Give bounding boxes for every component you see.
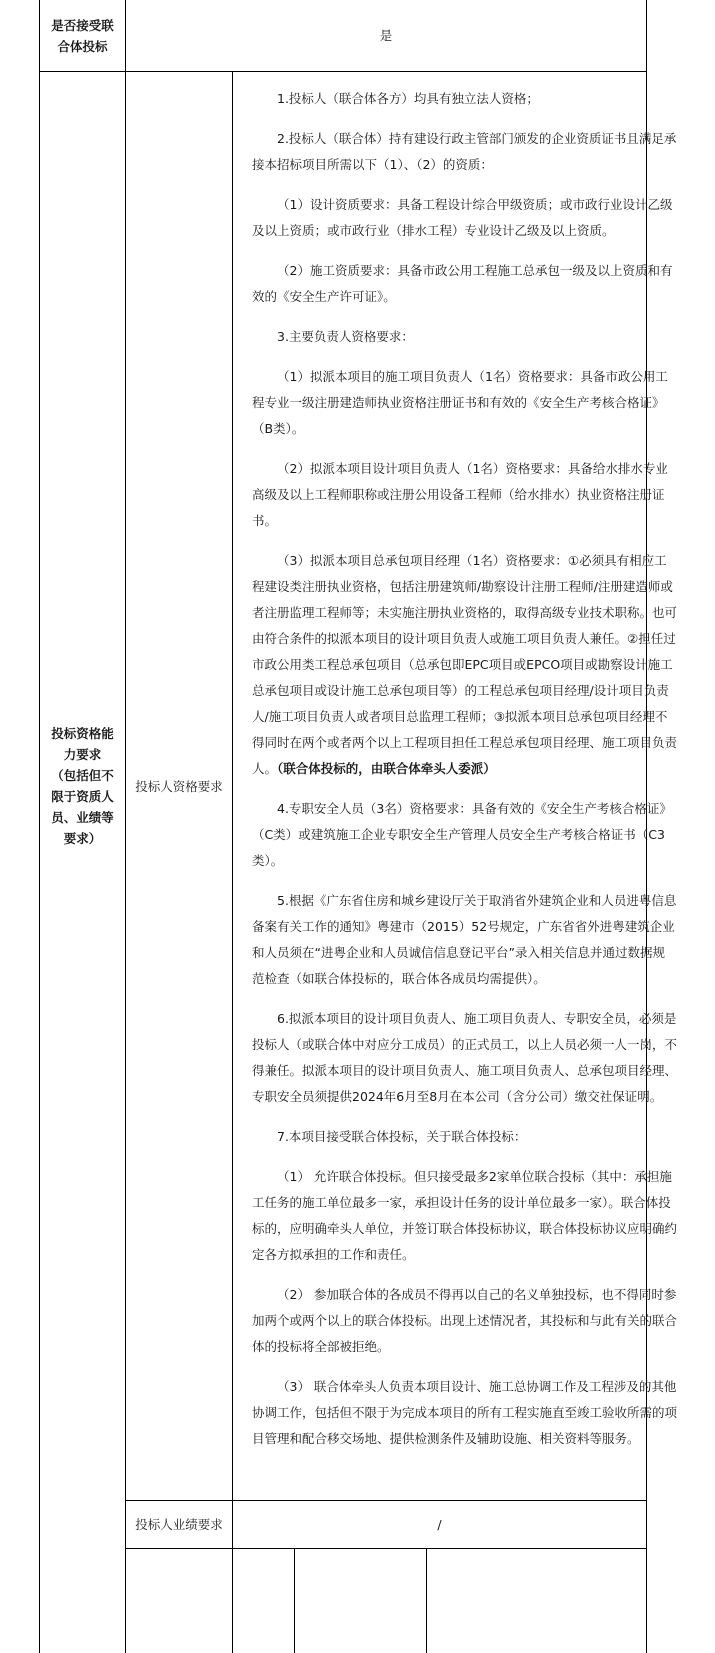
section-label-line: 力要求 xyxy=(63,747,102,762)
requirement-paragraph: 2.投标人（联合体）持有建设行政主管部门颁发的企业资质证书且满足承接本招标项目所需以下（1）、（2）的资质： xyxy=(252,131,677,172)
requirement-paragraph: 7.本项目接受联合体投标，关于联合体投标： xyxy=(277,1129,527,1144)
requirement-paragraph: （3）拟派本项目总承包项目经理（1名）资格要求：①必须具有相应工程建设类注册执业资格，包括注册建筑师/勘察设计注册工程师/注册建造师或者注册监理工程师等；未实施注册执业资格的，取得高级专业技术职称。也可由符合条件的拟派本项目的设计项目负责人或施工项目负责人兼任。②担任过市政公用类工程总承包项目（总承包即EPC项目或EPCO项目或勘察设计施工总承包项目或设计施工总承包项目等）的工程总承包项目经理/设计项目负责人/施工项目负责人或者项目总监理工程师；③拟派本项目总承包项目经理不得同时在两个或者两个以上工程项目担任工程总承包项目经理、施工项目负责人。（联合体投标的，由联合体牵头人委派） xyxy=(252,553,678,776)
section-label-line: 要求） xyxy=(63,831,102,846)
joint-bid-note: （联合体投标的，由联合体牵头人委派） xyxy=(277,761,496,776)
joint-bid-label: 是否接受联合体投标 xyxy=(51,18,114,54)
table-column-divider-2 xyxy=(232,71,233,1653)
section-label-line: 员、业绩等 xyxy=(51,810,114,825)
requirement-paragraph: （1）设计资质要求：具备工程设计综合甲级资质；或市政行业设计乙级及以上资质；或市政行业（排水工程）专业设计乙级及以上资质。 xyxy=(252,197,673,238)
requirement-paragraph: （1） 允许联合体投标。但只接受最多2家单位联合投标（其中：承担施工任务的施工单位最多一家，承担设计任务的设计单位最多一家）。联合体投标的，应明确牵头人单位，并签订联合体投标协议，联合体投标协议应明确约定各方拟承担的工作和责任。 xyxy=(252,1169,678,1262)
table-column-divider-3 xyxy=(294,1548,295,1653)
requirement-paragraph: 6.拟派本项目的设计项目负责人、施工项目负责人、专职安全员，必须是投标人（或联合体中对应分工成员）的正式员工，以上人员必须一人一岗，不得兼任。拟派本项目的设计项目负责人、施工项目负责人、总承包项目经理、专职安全员须提供2024年6月至8月在本公司（含分公司）缴交社保证明。 xyxy=(252,1011,678,1104)
qualification-section-label xyxy=(40,72,125,1500)
requirement-paragraph: （3） 联合体牵头人负责本项目设计、施工总协调工作及工程涉及的其他协调工作，包括但不限于为完成本项目的所有工程实施直至竣工验收所需的项目管理和配合移交场地、提供检测条件及辅助设施、相关资料等服务。 xyxy=(252,1379,678,1446)
section-label-line: 投标资格能 xyxy=(51,726,114,741)
bidder-qualification-label: 投标人资格要求 xyxy=(135,778,223,794)
section-label-line: （包括但不 xyxy=(51,768,114,783)
joint-bid-value: 是 xyxy=(379,28,393,43)
requirement-paragraph: （2） 参加联合体的各成员不得再以自己的名义单独投标，也不得同时参加两个或两个以上的联合体投标。出现上述情况者，其投标和与此有关的联合体的投标将全部被拒绝。 xyxy=(252,1287,678,1354)
requirement-paragraph: （2）拟派本项目设计项目负责人（1名）资格要求：具备给水排水专业高级及以上工程师职称或注册公用设备工程师（给水排水）执业资格注册证书。 xyxy=(252,461,668,528)
requirement-paragraph: 5.根据《广东省住房和城乡建设厅关于取消省外建筑企业和人员进粤信息备案有关工作的通知》粤建市（2015）52号规定，广东省省外进粤建筑企业和人员须在“进粤企业和人员诚信信息登记平台”录入相关信息并通过数据规范检查（如联合体投标的，联合体各成员均需提供）。 xyxy=(252,893,677,986)
requirement-paragraph: （1）拟派本项目的施工项目负责人（1名）资格要求：具备市政公用工程专业一级注册建造师执业资格注册证书和有效的《安全生产考核合格证》（B类）。 xyxy=(252,369,668,436)
requirement-paragraph: 4.专职安全人员（3名）资格要求：具备有效的《安全生产考核合格证》（C类）或建筑施工企业专职安全生产管理人员安全生产考核合格证书（C3类）。 xyxy=(252,801,672,868)
requirement-paragraph: 3.主要负责人资格要求： xyxy=(277,329,414,344)
performance-value: / xyxy=(437,1517,442,1532)
performance-label: 投标人业绩要求 xyxy=(135,1517,223,1532)
section-label-line: 限于资质人 xyxy=(51,789,114,804)
table-column-divider-4 xyxy=(426,1548,427,1653)
requirement-paragraph: （2）施工资质要求：具备市政公用工程施工总承包一级及以上资质和有效的《安全生产许可证》。 xyxy=(252,263,673,304)
qualification-requirements xyxy=(252,86,677,1452)
requirement-paragraph: 1.投标人（联合体各方）均具有独立法人资格； xyxy=(277,91,539,106)
table-row-divider-3 xyxy=(125,1548,647,1549)
